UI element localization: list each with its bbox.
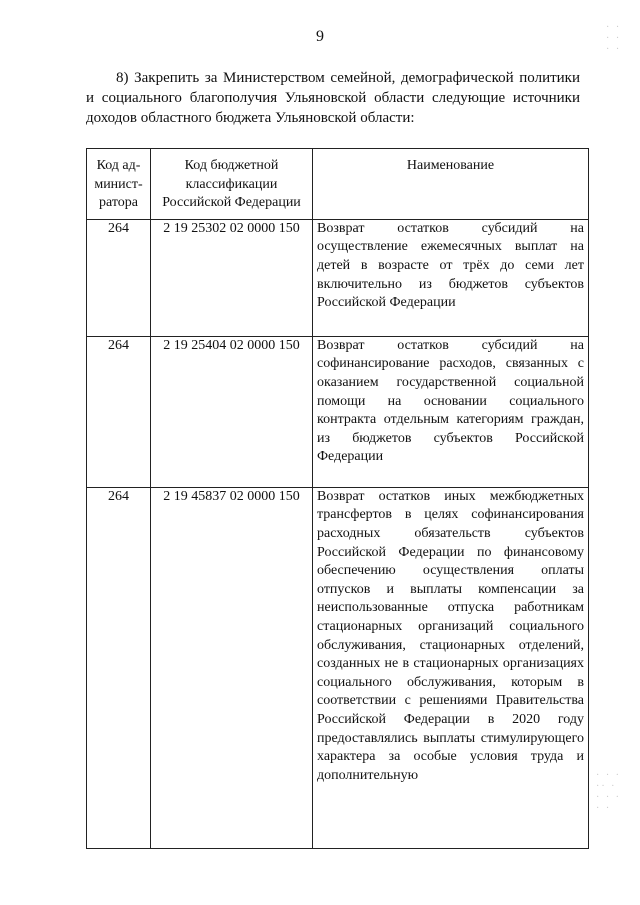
budget-code-cell: 2 19 45837 02 0000 150 bbox=[151, 487, 313, 848]
table-row bbox=[87, 487, 589, 848]
name-cell: Возврат остатков субсидий на софинансирование расходов, связанных с оказанием государственной социальной помощи на основании социального контракта отдельным категориям граждан, из бюджетов субъектов Российской Федерации bbox=[313, 336, 589, 487]
income-sources-table bbox=[86, 148, 589, 849]
scan-speckle: · · · ·· · · · · · · bbox=[596, 770, 621, 814]
budget-code-cell: 2 19 25404 02 0000 150 bbox=[151, 336, 313, 487]
header-admin-code: Код ад- минист- ратора bbox=[87, 149, 151, 220]
admin-code-cell: 264 bbox=[87, 487, 151, 848]
intro-text: 8) Закрепить за Министерством семейной, демографической политики и социального благополучия Ульяновской области следующие источники доходов областного бюджета Ульяновской области: bbox=[86, 70, 580, 126]
admin-code-cell: 264 bbox=[87, 219, 151, 336]
table-header-row bbox=[87, 149, 589, 220]
admin-code-cell: 264 bbox=[87, 336, 151, 487]
table-row bbox=[87, 336, 589, 487]
table-row bbox=[87, 219, 589, 336]
budget-code-cell: 2 19 25302 02 0000 150 bbox=[151, 219, 313, 336]
page-number: 9 bbox=[316, 28, 324, 45]
header-name: Наименование bbox=[313, 149, 589, 220]
name-cell: Возврат остатков субсидий на осуществление ежемесячных выплат на детей в возрасте от трёх до семи лет включительно из бюджетов субъектов Российской Федерации bbox=[313, 219, 589, 336]
intro-paragraph bbox=[86, 68, 580, 128]
header-budget-code: Код бюджетной классификации Российской Федерации bbox=[151, 149, 313, 220]
name-cell: Возврат остатков иных межбюджетных трансфертов в целях софинансирования расходных обязательств субъектов Российской Федерации по финансовому обеспечению осуществления оплаты отпусков и выплаты компенсации за неиспользованные отпуска работникам стационарных организаций социального обслуживания, стационарных отделений, созданных не в стационарных организациях социального обслуживания, которым в соответствии с решениями Правительства Российской Федерации в 2020 году предоставлялись выплаты стимулирующего характера за особые условия труда и дополнительную bbox=[313, 487, 589, 848]
scan-speckle: · · · · · · bbox=[606, 22, 622, 55]
